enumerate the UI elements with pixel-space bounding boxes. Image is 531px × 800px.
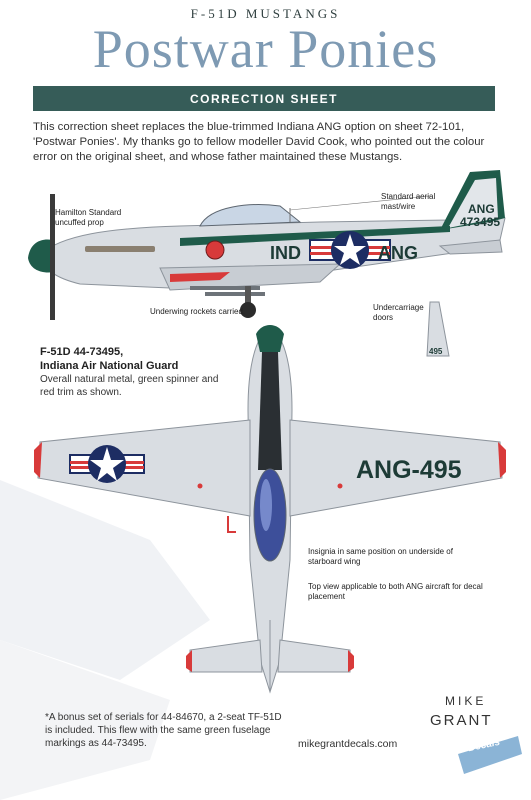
fuselage-left-text: IND <box>270 243 301 263</box>
aircraft-title-line2: Indiana Air National Guard <box>40 360 179 372</box>
tailplane-right <box>278 640 350 672</box>
callout-insignia: Insignia in same position on underside of starboard wing <box>308 547 453 566</box>
fuselage-right-text: ANG <box>378 243 418 263</box>
section-banner: CORRECTION SHEET <box>33 86 495 111</box>
tail-serial-text: 473495 <box>460 215 501 229</box>
door-serial-text: 495 <box>429 347 443 356</box>
logo-mike-text: MIKE <box>445 694 487 708</box>
page-title: Postwar Ponies <box>92 19 439 79</box>
intro-paragraph: This correction sheet replaces the blue-trimmed Indiana ANG option on sheet 72-101, 'Postwar Ponies'. My thanks go to fellow modeller David Cook, who pointed out the colour error on the original sheet, and whose father maintained these Mustangs. <box>33 121 485 163</box>
spinner-top <box>256 325 284 352</box>
aircraft-title-line1: F-51D 44-73495, <box>40 346 124 358</box>
wing-code-text: ANG-495 <box>356 456 462 484</box>
logo-grant-text: GRANT <box>430 712 493 729</box>
aircraft-description: Overall natural metal, green spinner and red trim as shown. <box>40 374 219 398</box>
tailplane-left <box>190 640 262 672</box>
logo-decals-text: Decals <box>467 736 502 755</box>
callout-topview: Top view applicable to both ANG aircraft for decal placement <box>308 582 483 601</box>
kicker-text: F-51D MUSTANGS <box>190 6 341 21</box>
bonus-note: *A bonus set of serials for 44-84670, a 2-seat TF-51D is included. This flew with the same green fuselage markings as 44-73495. <box>45 712 282 749</box>
top-view-illustration <box>30 320 510 710</box>
canopy <box>200 205 300 226</box>
callout-prop: Hamilton Standard uncuffed prop <box>55 208 122 227</box>
callout-rockets: Underwing rockets carried. <box>150 307 246 316</box>
callout-doors: Undercarriage doors <box>373 303 424 322</box>
callout-aerial: Standard aerial mast/wire <box>381 192 436 211</box>
tail-code-text: ANG <box>468 202 495 216</box>
website-link[interactable]: mikegrantdecals.com <box>298 738 398 750</box>
